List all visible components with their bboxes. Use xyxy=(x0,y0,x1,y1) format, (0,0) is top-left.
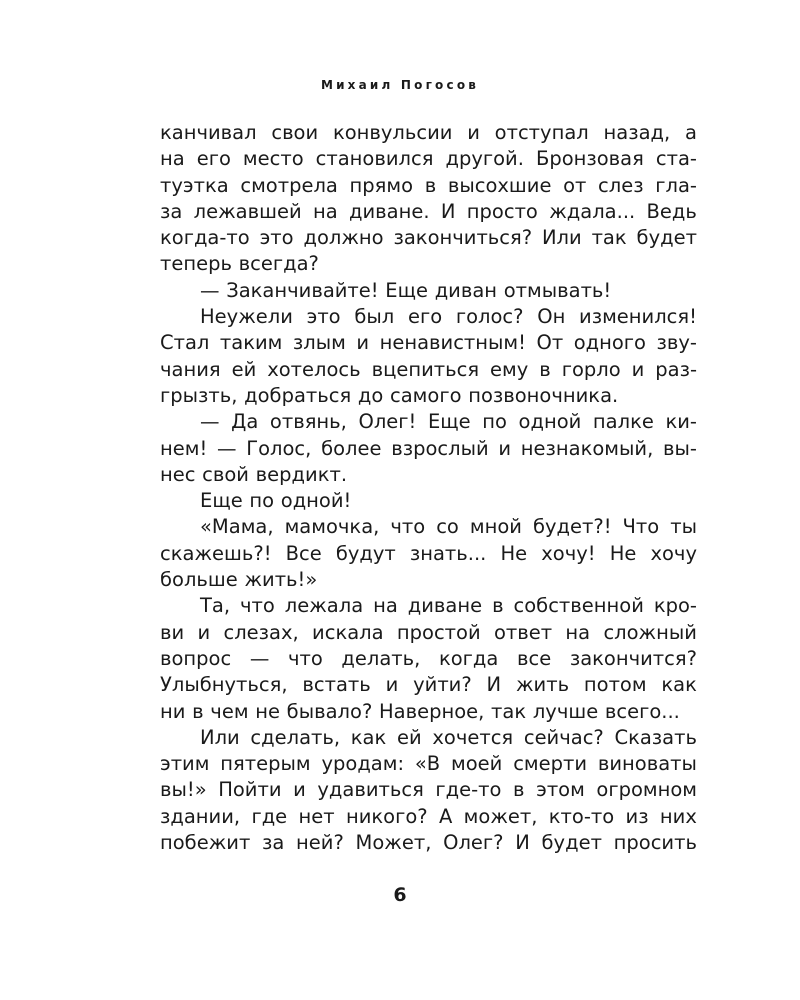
text-line: — Заканчивайте! Еще диван отмывать! xyxy=(200,278,612,302)
text-line: Улыбнуться, встать и уйти? И жить потом как xyxy=(160,673,697,697)
text-line: когда-то это должно закончиться? Или так будет xyxy=(160,226,697,250)
text-line: этим пятерым уродам: «В моей смерти виноваты xyxy=(160,752,697,776)
text-line: вы!» Пойти и удавиться где-то в этом огромном xyxy=(160,778,697,802)
text-line: канчивал свои конвульсии и отступал назад, а xyxy=(160,121,697,144)
text-line: туэтка смотрела прямо в высохшие от слез гла- xyxy=(160,173,697,197)
body-text xyxy=(160,120,697,856)
text-line: Еще по одной! xyxy=(200,489,352,513)
text-line: Неужели это был его голос? Он изменился! xyxy=(200,305,697,329)
text-line: скажешь?! Все будут знать... Не хочу! Не хочу xyxy=(160,541,697,565)
text-line: ни в чем не бывало? Наверное, так лучше всего... xyxy=(160,699,680,723)
page-number: 6 xyxy=(393,884,407,906)
text-line: теперь всегда? xyxy=(160,252,319,276)
text-line: здании, где нет никого? А может, кто-то из них xyxy=(160,804,697,828)
text-line: Стал таким злым и ненавистным! От одного зву- xyxy=(160,331,697,355)
text-line: вопрос — что делать, когда все закончится? xyxy=(160,646,697,670)
text-line: побежит за ней? Может, Олег? И будет просить xyxy=(160,831,697,855)
text-line: нес свой вердикт. xyxy=(160,462,348,486)
text-line: нем! — Голос, более взрослый и незнакомый, вы- xyxy=(160,436,697,460)
text-line: — Да отвянь, Олег! Еще по одной палке ки- xyxy=(200,410,697,434)
text-line: грызть, добраться до самого позвоночника. xyxy=(160,383,619,407)
text-line: ви и слезах, искала простой ответ на сложный xyxy=(160,620,697,644)
running-head-author: Михаил Погосов xyxy=(320,78,480,92)
text-line: Или сделать, как ей хочется сейчас? Сказать xyxy=(200,725,697,749)
text-line: больше жить!» xyxy=(160,568,318,592)
text-line: на его место становился другой. Бронзовая ста- xyxy=(160,147,697,171)
text-line: Та, что лежала на диване в собственной кро- xyxy=(200,594,697,618)
text-line: за лежавшей на диване. И просто ждала... Ведь xyxy=(160,199,697,223)
text-line: чания ей хотелось вцепиться ему в горло и раз- xyxy=(160,357,697,381)
text-line: «Мама, мамочка, что со мной будет?! Что ты xyxy=(200,515,697,539)
